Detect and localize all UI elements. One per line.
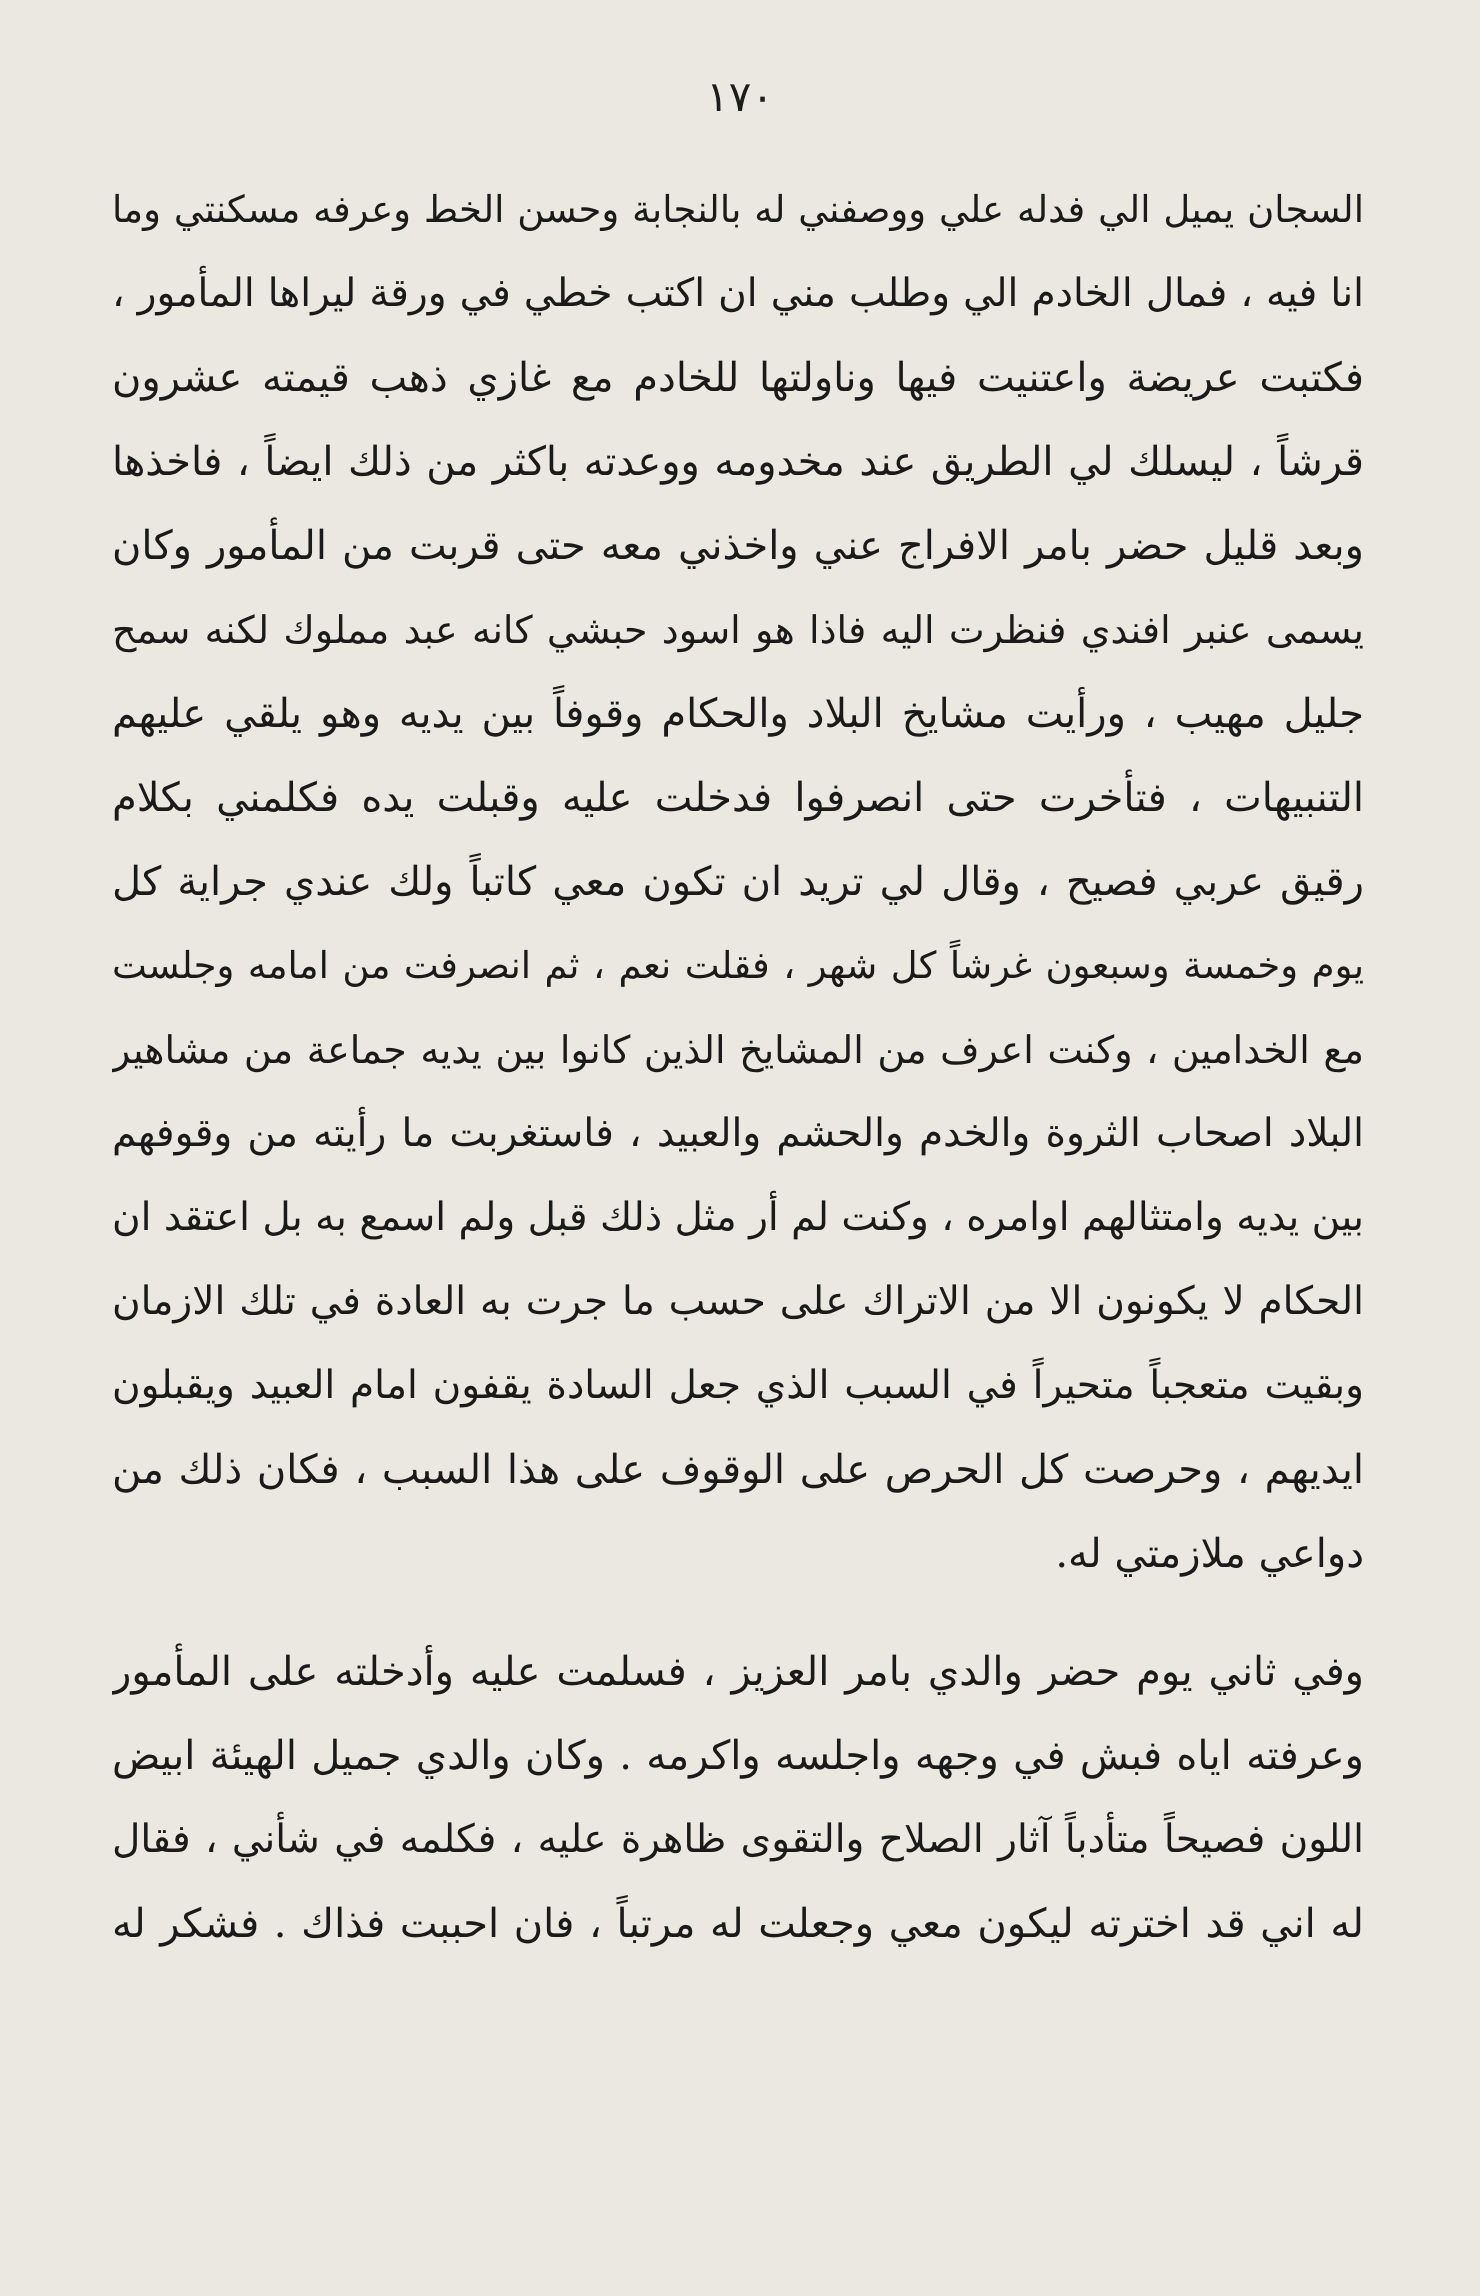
- text-line: وبعد قليل حضر بامر الافراج عني واخذني معه حتى قربت من المأمور وكان: [112, 523, 1364, 569]
- paragraph-1: [112, 168, 1364, 1596]
- text-line: رقيق عربي فصيح ، وقال لي تريد ان تكون معي كاتباً ولك عندي جراية كل: [112, 859, 1364, 905]
- text-line: جليل مهيب ، ورأيت مشايخ البلاد والحكام وقوفاً بين يديه وهو يلقي عليهم: [112, 691, 1364, 737]
- text-line: البلاد اصحاب الثروة والخدم والحشم والعبيد ، فاستغربت ما رأيته من وقوفهم: [112, 1111, 1364, 1156]
- text-line: وبقيت متعجباً متحيراً في السبب الذي جعل السادة يقفون امام العبيد ويقبلون: [112, 1363, 1364, 1408]
- page-number: ١٧٠: [706, 72, 774, 121]
- paragraph-2: [112, 1630, 1364, 1966]
- text-line: الحكام لا يكونون الا من الاتراك على حسب ما جرت به العادة في تلك الازمان: [112, 1279, 1364, 1324]
- text-line: له اني قد اخترته ليكون معي وجعلت له مرتباً ، فان احببت فذاك . فشكر له: [112, 1901, 1364, 1947]
- text-line: ايديهم ، وحرصت كل الحرص على الوقوف على هذا السبب ، فكان ذلك من: [112, 1447, 1364, 1493]
- text-line: وفي ثاني يوم حضر والدي بامر العزيز ، فسلمت عليه وأدخلته على المأمور: [112, 1649, 1364, 1695]
- text-line: يوم وخمسة وسبعون غرشاً كل شهر ، فقلت نعم ، ثم انصرفت من امامه وجلست: [112, 944, 1364, 987]
- text-line: بين يديه وامتثالهم اوامره ، وكنت لم أر مثل ذلك قبل ولم اسمع به بل اعتقد ان: [112, 1195, 1364, 1240]
- text-line: يسمى عنبر افندي فنظرت اليه فاذا هو اسود حبشي كانه عبد مملوك لكنه سمح: [112, 608, 1364, 652]
- text-line: دواعي ملازمتي له.: [1055, 1531, 1364, 1577]
- text-line: انا فيه ، فمال الخادم الي وطلب مني ان اكتب خطي في ورقة ليراها المأمور ،: [112, 271, 1364, 316]
- body-text: [112, 168, 1364, 1966]
- text-line: فكتبت عريضة واعتنيت فيها وناولتها للخادم مع غازي ذهب قيمته عشرون: [112, 355, 1364, 401]
- text-line: مع الخدامين ، وكنت اعرف من المشايخ الذين كانوا بين يديه جماعة من مشاهير: [112, 1028, 1364, 1072]
- paragraph-gap: [112, 1596, 1364, 1630]
- text-line: قرشاً ، ليسلك لي الطريق عند مخدومه ووعدته باكثر من ذلك ايضاً ، فاخذها: [112, 439, 1364, 485]
- text-line: اللون فصيحاً متأدباً آثار الصلاح والتقوى ظاهرة عليه ، فكلمه في شأني ، فقال: [112, 1817, 1364, 1862]
- text-line: التنبيهات ، فتأخرت حتى انصرفوا فدخلت عليه وقبلت يده فكلمني بكلام: [112, 775, 1364, 821]
- text-line: السجان يميل الي فدله علي ووصفني له بالنجابة وحسن الخط وعرفه مسكنتي وما: [112, 188, 1364, 231]
- text-line: وعرفته اياه فبش في وجهه واجلسه واكرمه . وكان والدي جميل الهيئة ابيض: [112, 1733, 1364, 1779]
